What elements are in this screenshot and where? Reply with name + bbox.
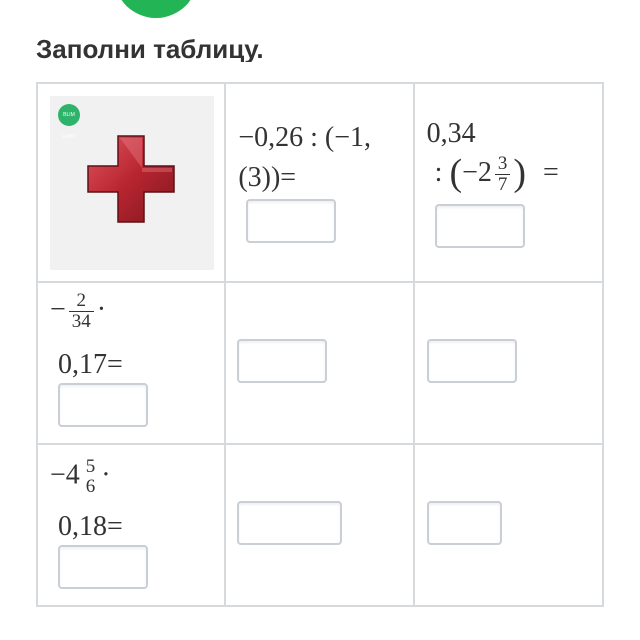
fraction-5-6: 5 6 (85, 456, 96, 497)
answer-input-r3c1[interactable] (58, 545, 148, 589)
brand-logo-icon: BLIM LAND (58, 104, 80, 126)
expression-r2c1-line1: − $\frac{2}{34}$ · (50, 290, 107, 332)
answer-input-r1c2[interactable] (246, 199, 336, 243)
first-aid-image (50, 96, 214, 270)
answer-input-r3c3[interactable] (427, 501, 502, 545)
fraction-3-7: $\frac{3}{7}$ (495, 154, 511, 195)
answer-input-r2c3[interactable] (427, 339, 517, 383)
cell-r3c3 (414, 444, 603, 606)
task-heading: Заполни таблицу. (36, 34, 264, 62)
cell-r1c2 (225, 83, 413, 282)
answer-input-r2c1[interactable] (58, 383, 148, 427)
cell-r2c3 (414, 282, 603, 444)
cell-image (37, 83, 225, 282)
expression-r3c1-line2: 0,18= (58, 511, 123, 542)
red-cross-icon (84, 132, 178, 226)
expression-r3c1-line1: −4 5 6 · (50, 456, 111, 497)
table-row (37, 282, 603, 444)
table-row (37, 444, 603, 606)
answer-input-r3c2[interactable] (237, 501, 342, 545)
table-row (37, 83, 603, 282)
cell-r2c1 (37, 282, 225, 444)
answer-input-r1c3[interactable] (435, 204, 525, 248)
cell-r3c1 (37, 444, 225, 606)
cell-r2c2 (225, 282, 413, 444)
fraction-2-34: $\frac{2}{34}$ (69, 291, 94, 332)
header-green-badge (114, 0, 198, 18)
cell-r3c2 (225, 444, 413, 606)
exercise-table (36, 82, 604, 607)
expression-r2c1-line2: 0,17= (58, 349, 123, 380)
cell-r1c3 (414, 83, 603, 282)
expression-r1c2-line2: (3))= (238, 162, 297, 193)
expression-r1c3-line2: : (−2 $\frac{3}{7}$ ) = (434, 151, 559, 195)
answer-input-r2c2[interactable] (237, 339, 327, 383)
expression-r1c3-line1: 0,34 (426, 118, 476, 149)
expression-r1c2-line1: −0,26 : (−1, (238, 122, 372, 153)
